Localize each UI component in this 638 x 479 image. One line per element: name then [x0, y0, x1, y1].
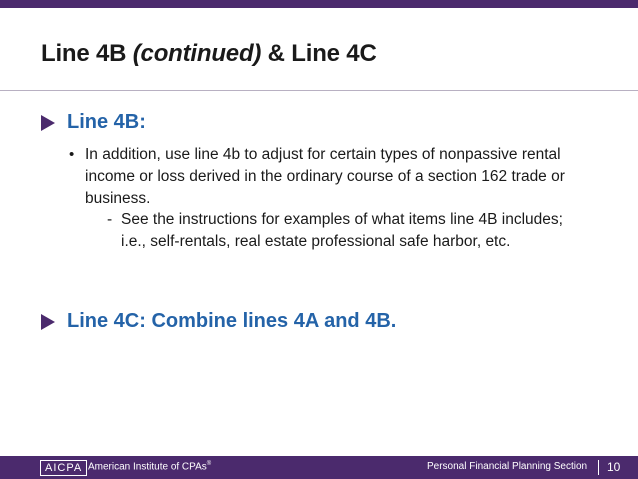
page-number: 10	[607, 460, 621, 474]
arrow-bullet-icon	[41, 314, 55, 330]
slide-title	[41, 40, 377, 68]
section-heading-line-4c: Line 4C: Combine lines 4A and 4B.	[67, 310, 397, 332]
footer-bar	[0, 456, 638, 479]
footer-divider	[598, 460, 599, 475]
bullet-dot: •	[69, 146, 75, 163]
registered-mark: ®	[206, 461, 212, 467]
sub-bullet-text: See the instructions for examples of what items line 4B includes; i.e., self-rentals, real estate professional safe harbor, etc.	[121, 211, 563, 250]
section-heading-line-4b: Line 4B:	[67, 111, 146, 133]
title-part1: Line 4B	[41, 40, 133, 67]
org-name: American Institute of CPAs	[88, 461, 207, 473]
bullet-text: In addition, use line 4b to adjust for certain types of nonpassive rental income or loss derived in the ordinary course of a section 162 trade or business.	[85, 146, 565, 207]
top-accent-bar	[0, 0, 638, 8]
title-part2: & Line 4C	[261, 40, 377, 67]
sub-bullet-dash: -	[107, 211, 113, 228]
arrow-bullet-icon	[41, 115, 55, 131]
footer-org-name	[88, 461, 211, 472]
aicpa-logo: AICPA	[40, 460, 87, 476]
title-divider	[0, 90, 638, 91]
footer-section-name: Personal Financial Planning Section	[427, 461, 588, 472]
title-italic: (continued)	[132, 40, 262, 67]
